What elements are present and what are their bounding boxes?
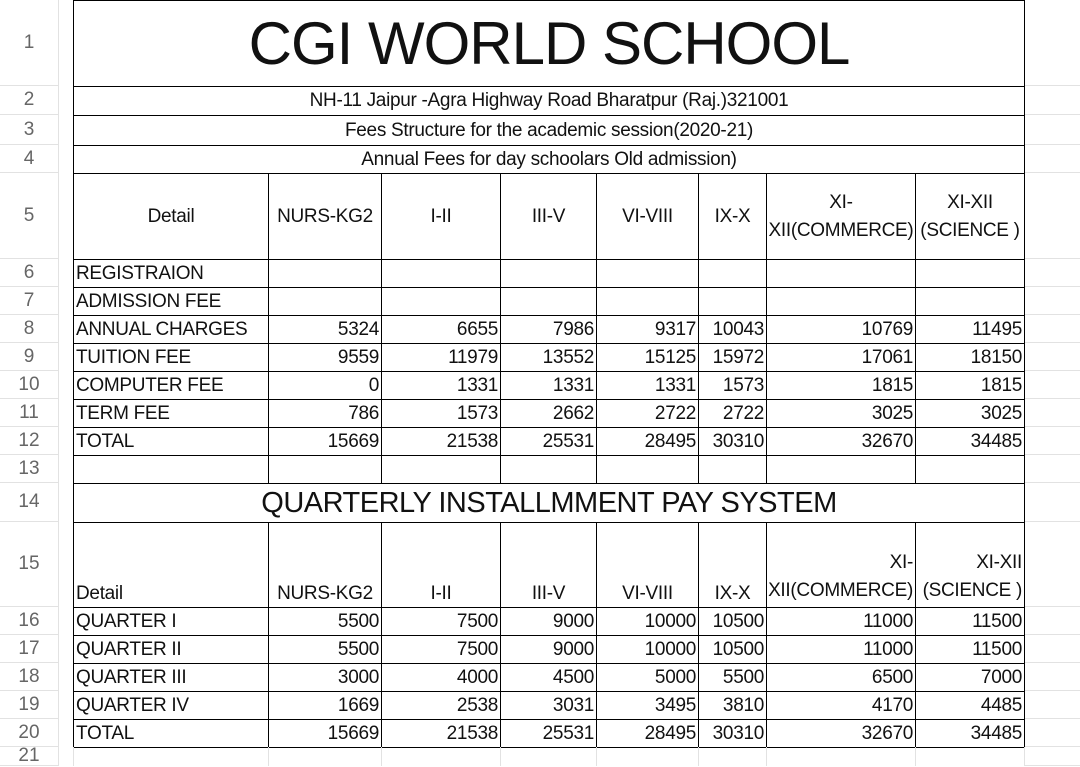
row-label[interactable]: QUARTER III [73,663,269,692]
fee-value[interactable]: 4500 [500,663,597,692]
row-header[interactable]: 1 [0,0,58,86]
gridline [596,747,597,766]
fee-value[interactable]: 1815 [915,371,1025,400]
fee-value[interactable]: 10500 [698,607,767,636]
header-commerce-line2: XII(COMMERCE) [768,580,913,601]
fee-value[interactable]: 6500 [766,663,916,692]
row-header[interactable]: 10 [0,371,58,399]
fee-value[interactable]: 2538 [381,691,501,720]
fee-value[interactable]: 5500 [268,607,382,636]
fee-value[interactable]: 1331 [596,371,699,400]
fee-value[interactable]: 9559 [268,343,382,372]
gridline [1024,454,1080,455]
header-science[interactable] [915,173,1025,260]
empty-cell[interactable] [766,455,916,484]
fee-value[interactable]: 32670 [766,427,916,456]
row-header[interactable]: 18 [0,663,58,691]
fee-value[interactable]: 10043 [698,315,767,344]
gridline [1024,746,1080,747]
empty-cell[interactable] [268,455,382,484]
gridline [1024,426,1080,427]
row-label[interactable]: QUARTER I [73,607,269,636]
header-grade[interactable]: IX-X [698,173,767,260]
row-header[interactable]: 7 [0,287,58,315]
header-grade[interactable]: I-II [381,173,501,260]
row-header[interactable]: 16 [0,607,58,635]
fee-value[interactable]: 4170 [766,691,916,720]
fee-value[interactable]: 3031 [500,691,597,720]
row-label[interactable]: QUARTER IV [73,691,269,720]
fee-value[interactable]: 3495 [596,691,699,720]
header-science[interactable] [915,522,1025,608]
row-label[interactable]: TOTAL [73,427,269,456]
header-grade[interactable]: IX-X [698,522,767,608]
fee-value[interactable]: 11000 [766,635,916,664]
fee-value[interactable]: 11000 [766,607,916,636]
header-detail[interactable]: Detail [73,522,269,608]
row-label[interactable]: ADMISSION FEE [73,287,269,316]
fee-value[interactable]: 5500 [268,635,382,664]
gridline [1024,172,1080,173]
fee-value[interactable]: 25531 [500,719,597,748]
fee-value[interactable]: 11979 [381,343,501,372]
row-label[interactable]: TERM FEE [73,399,269,428]
row-header[interactable]: 15 [0,522,58,607]
fee-value[interactable] [766,287,916,316]
fee-value[interactable]: 2722 [596,399,699,428]
fee-value[interactable]: 0 [268,371,382,400]
fee-value[interactable]: 10769 [766,315,916,344]
fee-value[interactable]: 32670 [766,719,916,748]
row-header[interactable]: 3 [0,115,58,145]
fee-value[interactable]: 2722 [698,399,767,428]
gridline [1024,314,1080,315]
gridline [58,0,59,766]
empty-cell[interactable] [915,455,1025,484]
row-label[interactable]: REGISTRAION [73,259,269,288]
row-header[interactable]: 12 [0,427,58,455]
quarterly-title[interactable]: QUARTERLY INSTALLMMENT PAY SYSTEM [73,483,1025,523]
fee-value[interactable]: 2662 [500,399,597,428]
gridline [1024,398,1080,399]
row-header[interactable]: 4 [0,145,58,173]
fee-value[interactable]: 7500 [381,635,501,664]
fee-value[interactable]: 11500 [915,635,1025,664]
header-grade[interactable]: III-V [500,522,597,608]
school-title[interactable]: CGI WORLD SCHOOL [73,0,1025,87]
fee-value[interactable]: 7986 [500,315,597,344]
fee-value[interactable]: 30310 [698,719,767,748]
fee-value[interactable]: 7000 [915,663,1025,692]
gridline [1024,286,1080,287]
row-header[interactable]: 21 [0,747,58,766]
fee-value[interactable]: 18150 [915,343,1025,372]
header-detail[interactable]: Detail [73,173,269,260]
gridline [268,747,269,766]
fee-value[interactable]: 5500 [698,663,767,692]
header-science-line1: XI-XII [947,191,993,213]
fee-value[interactable] [698,287,767,316]
header-grade[interactable]: VI-VIII [596,173,699,260]
header-grade[interactable]: NURS-KG2 [268,173,382,260]
fee-value[interactable] [596,287,699,316]
fee-value[interactable]: 1331 [381,371,501,400]
gridline [1024,606,1080,607]
fee-value[interactable]: 34485 [915,719,1025,748]
fee-value[interactable]: 1669 [268,691,382,720]
fee-value[interactable]: 21538 [381,427,501,456]
fee-value[interactable]: 28495 [596,719,699,748]
fee-value[interactable]: 34485 [915,427,1025,456]
gridline [766,747,767,766]
fee-value[interactable]: 4485 [915,691,1025,720]
gridline [1024,718,1080,719]
fee-value[interactable]: 11495 [915,315,1025,344]
row-header[interactable]: 6 [0,259,58,287]
gridline [1024,258,1080,259]
gridline [500,747,501,766]
row-header[interactable]: 8 [0,315,58,343]
fee-value[interactable]: 3000 [268,663,382,692]
row-label[interactable]: TOTAL [73,719,269,748]
fee-value[interactable]: 9000 [500,635,597,664]
fee-value[interactable]: 3810 [698,691,767,720]
fee-value[interactable]: 1331 [500,371,597,400]
fee-value[interactable] [500,287,597,316]
fee-value[interactable]: 7500 [381,607,501,636]
gridline [1024,114,1080,115]
fee-value[interactable]: 5324 [268,315,382,344]
address-line[interactable]: NH-11 Jaipur -Agra Highway Road Bharatpur (Raj.)321001 [73,86,1025,116]
header-science-line2: (SCIENCE ) [920,219,1020,241]
fee-value[interactable]: 1573 [698,371,767,400]
header-commerce-line2: XII(COMMERCE) [768,219,914,241]
gridline [1024,85,1080,86]
fee-value[interactable] [381,259,501,288]
row-label[interactable]: TUITION FEE [73,343,269,372]
fee-value[interactable]: 10000 [596,607,699,636]
subtitle-line[interactable]: Annual Fees for day schoolars Old admission) [73,145,1025,174]
fee-value[interactable]: 21538 [381,719,501,748]
fee-value[interactable]: 1573 [381,399,501,428]
gridline [381,747,382,766]
gridline [73,747,74,766]
empty-cell[interactable] [73,455,269,484]
header-commerce-line1: XI- [889,552,913,573]
gridline [698,747,699,766]
fee-value[interactable] [915,259,1025,288]
fee-value[interactable] [500,259,597,288]
header-grade[interactable]: III-V [500,173,597,260]
fee-value[interactable]: 4000 [381,663,501,692]
fee-value[interactable]: 11500 [915,607,1025,636]
row-header[interactable]: 11 [0,399,58,427]
fee-value[interactable] [915,287,1025,316]
row-label[interactable]: QUARTER II [73,635,269,664]
fee-value[interactable] [596,259,699,288]
fee-value[interactable] [268,259,382,288]
gridline [1024,482,1080,483]
gridline [1024,370,1080,371]
header-science-line2: (SCIENCE ) [922,580,1022,601]
fee-value[interactable] [766,259,916,288]
fee-value[interactable]: 9000 [500,607,597,636]
fee-value[interactable]: 15669 [268,719,382,748]
row-label[interactable]: COMPUTER FEE [73,371,269,400]
header-commerce-line1: XI- [829,191,853,213]
fee-value[interactable]: 3025 [915,399,1025,428]
fee-value[interactable]: 786 [268,399,382,428]
gridline [1024,662,1080,663]
fee-value[interactable]: 15972 [698,343,767,372]
header-grade[interactable]: NURS-KG2 [268,522,382,608]
fee-value[interactable]: 28495 [596,427,699,456]
row-header[interactable]: 13 [0,455,58,483]
gridline [1024,144,1080,145]
row-header[interactable]: 2 [0,86,58,115]
row-header[interactable]: 17 [0,635,58,663]
empty-cell[interactable] [381,455,501,484]
row-header[interactable]: 19 [0,691,58,719]
fee-value[interactable]: 9317 [596,315,699,344]
fee-value[interactable] [698,259,767,288]
fee-value[interactable]: 17061 [766,343,916,372]
fee-value[interactable]: 10500 [698,635,767,664]
row-header[interactable]: 20 [0,719,58,747]
header-grade[interactable]: I-II [381,522,501,608]
gridline [1024,690,1080,691]
fee-value[interactable] [268,287,382,316]
session-line[interactable]: Fees Structure for the academic session(2020-21) [73,115,1025,146]
gridline [1024,342,1080,343]
fee-value[interactable]: 3025 [766,399,916,428]
empty-cell[interactable] [596,455,699,484]
fee-value[interactable]: 15125 [596,343,699,372]
empty-cell[interactable] [500,455,597,484]
gridline [915,747,916,766]
fee-value[interactable]: 15669 [268,427,382,456]
header-commerce[interactable] [766,522,916,608]
fee-value[interactable]: 10000 [596,635,699,664]
row-header[interactable]: 5 [0,173,58,259]
gridline [1024,634,1080,635]
fee-value[interactable]: 5000 [596,663,699,692]
row-header[interactable]: 9 [0,343,58,371]
fee-value[interactable]: 25531 [500,427,597,456]
fee-value[interactable] [381,287,501,316]
header-grade[interactable]: VI-VIII [596,522,699,608]
fee-value[interactable]: 6655 [381,315,501,344]
fee-value[interactable]: 13552 [500,343,597,372]
fee-value[interactable]: 1815 [766,371,916,400]
gridline [1024,521,1080,522]
row-header[interactable]: 14 [0,483,58,522]
row-label[interactable]: ANNUAL CHARGES [73,315,269,344]
empty-cell[interactable] [698,455,767,484]
gridline [1024,747,1025,766]
fee-value[interactable]: 30310 [698,427,767,456]
header-science-line1: XI-XII [976,552,1022,573]
header-commerce[interactable] [766,173,916,260]
